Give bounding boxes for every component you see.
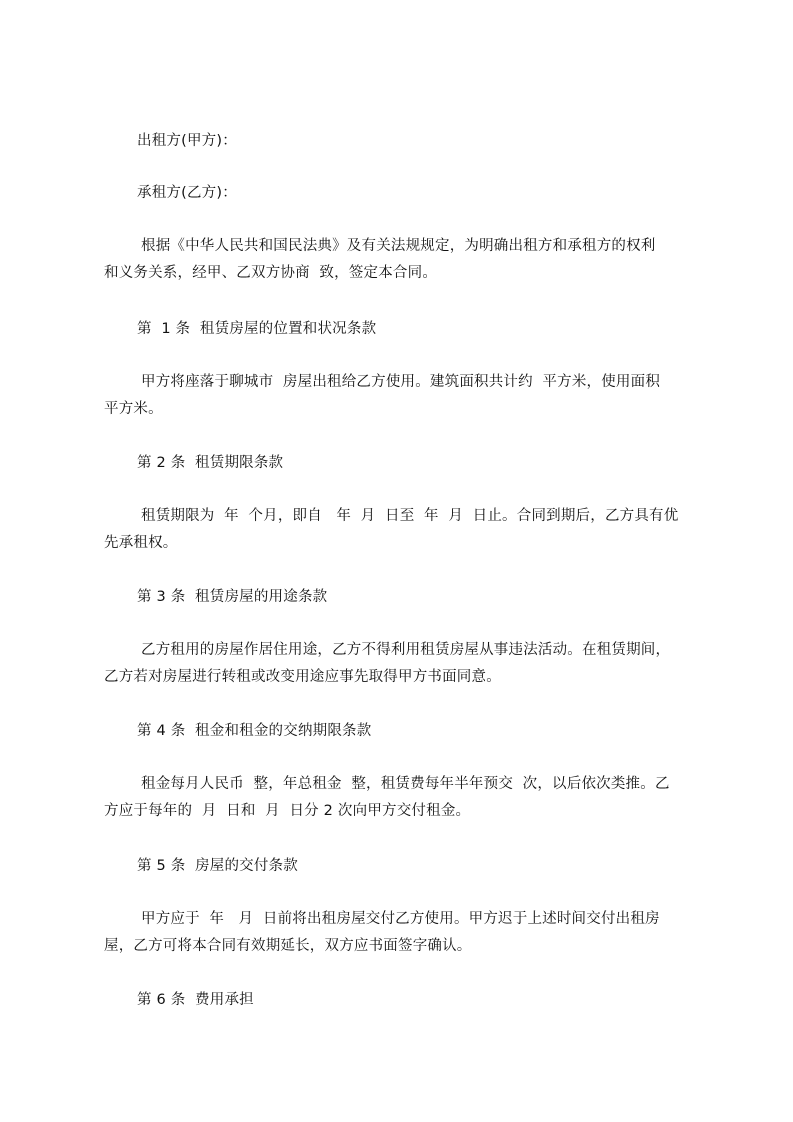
article-6-heading: 第 6 条 费用承担 bbox=[137, 992, 254, 1008]
article-5-heading: 第 5 条 房屋的交付条款 bbox=[137, 858, 298, 874]
article-1-heading: 第 1 条 租赁房屋的位置和状况条款 bbox=[137, 321, 377, 337]
preamble-line-2: 和义务关系，经甲、乙双方协商 致，签定本合同。 bbox=[104, 265, 438, 281]
article-2-heading: 第 2 条 租赁期限条款 bbox=[137, 455, 284, 471]
article-5-line-1: 甲方应于 年 月 日前将出租房屋交付乙方使用。甲方迟于上述时间交付出租房 bbox=[141, 911, 660, 927]
article-2-line-1: 租赁期限为 年 个月，即自 年 月 日至 年 月 日止。合同到期后，乙方具有优 bbox=[141, 508, 679, 524]
article-5-line-2: 屋，乙方可将本合同有效期延长，双方应书面签字确认。 bbox=[104, 938, 472, 954]
article-2-line-2: 先承租权。 bbox=[104, 535, 178, 551]
lessee-line: 承租方(乙方)： bbox=[137, 185, 237, 201]
article-3-line-1: 乙方租用的房屋作居住用途，乙方不得利用租赁房屋从事违法活动。在租赁期间， bbox=[141, 642, 671, 658]
article-1-line-2: 平方米。 bbox=[104, 401, 163, 417]
lessor-line: 出租方(甲方)： bbox=[137, 133, 237, 149]
article-4-line-2: 方应于每年的 月 日和 月 日分 2 次向甲方交付租金。 bbox=[104, 803, 471, 819]
article-4-line-1: 租金每月人民币 整，年总租金 整，租赁费每年半年预交 次，以后依次类推。乙 bbox=[141, 776, 670, 792]
article-3-line-2: 乙方若对房屋进行转租或改变用途应事先取得甲方书面同意。 bbox=[104, 669, 501, 685]
article-4-heading: 第 4 条 租金和租金的交纳期限条款 bbox=[137, 723, 372, 739]
preamble-line-1: 根据《中华人民共和国民法典》及有关法规规定，为明确出租方和承租方的权利 bbox=[141, 238, 656, 254]
article-3-heading: 第 3 条 租赁房屋的用途条款 bbox=[137, 589, 328, 605]
article-1-line-1: 甲方将座落于聊城市 房屋出租给乙方使用。建筑面积共计约 平方米，使用面积 bbox=[141, 374, 661, 390]
